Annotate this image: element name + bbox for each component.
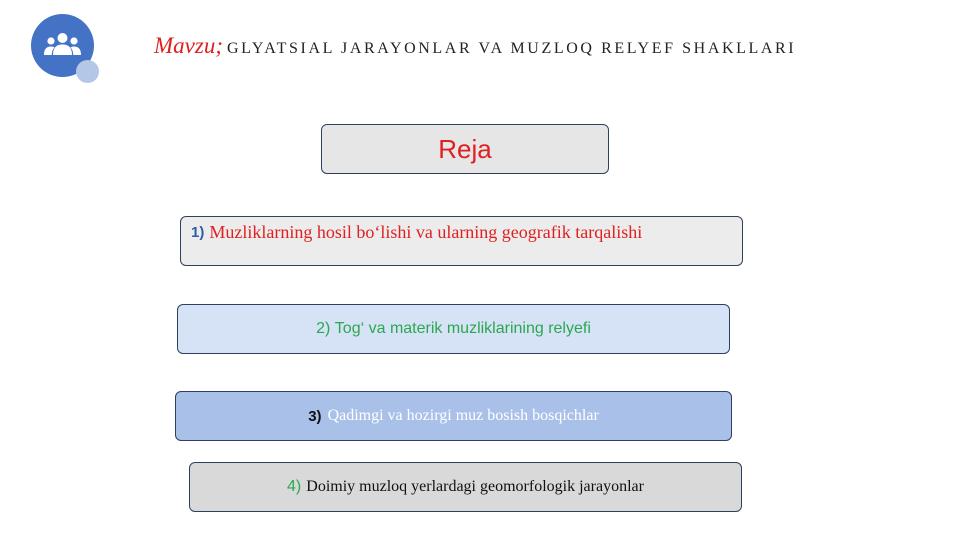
plan-item-4-text: Doimiy muzloq yerlardagi geomorfologik jarayonlar bbox=[306, 478, 644, 495]
plan-title: Reja bbox=[438, 133, 492, 164]
group-of-people-icon bbox=[44, 30, 81, 60]
page-title bbox=[133, 34, 853, 61]
plan-title-box bbox=[321, 124, 609, 174]
plan-item-3-number: 3) bbox=[308, 407, 322, 425]
plan-item-2-text: Tog‘ va materik muzliklarining relyefi bbox=[334, 320, 591, 337]
plan-item-3 bbox=[175, 391, 732, 441]
plan-item-4 bbox=[189, 462, 742, 512]
plan-item-1-number: 1) bbox=[191, 224, 205, 241]
mavzu-label: Mavzu; bbox=[154, 33, 223, 58]
plan-item-4-number: 4) bbox=[287, 478, 302, 495]
plan-item-1 bbox=[180, 216, 743, 266]
plan-item-2-number: 2) bbox=[316, 320, 331, 337]
decorative-dot bbox=[76, 60, 99, 83]
plan-item-3-text: Qadimgi va hozirgi muz bosish bosqichlar bbox=[327, 407, 599, 424]
plan-item-1-text: Muzliklarning hosil bo‘lishi va ularning geografik tarqalishi bbox=[209, 222, 643, 242]
plan-item-2 bbox=[177, 304, 730, 354]
topic-text: GLYATSIAL JARAYONLAR VA MUZLOQ RELYEF SHAKLLARI bbox=[226, 40, 797, 57]
